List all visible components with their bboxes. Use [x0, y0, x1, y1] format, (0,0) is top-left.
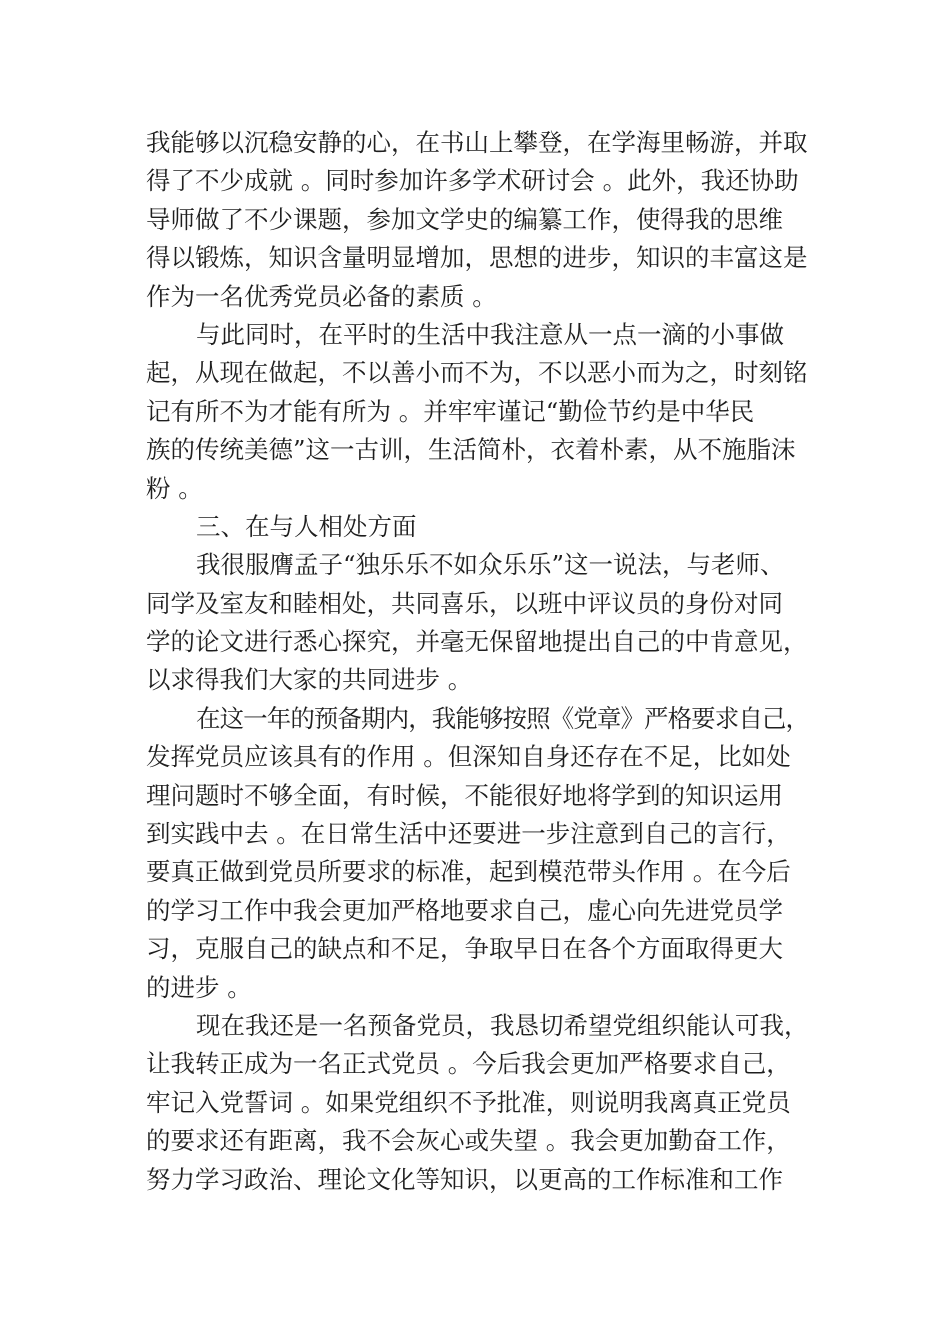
paragraph-p5: [146, 700, 810, 1007]
text-line: 作为一名优秀党员必备的素质 。: [146, 281, 497, 311]
text-line: 得了不少成就 。同时参加许多学术研讨会 。此外，我还协助: [146, 166, 799, 196]
paragraph-p4: [146, 546, 810, 700]
text-line: 以求得我们大家的共同进步 。: [146, 665, 473, 695]
text-line: 在这一年的预备期内，我能够按照《党章》严格要求自己，: [196, 703, 810, 733]
text-line: 粉 。: [146, 473, 203, 503]
text-line: 习，克服自己的缺点和不足，争取早日在各个方面取得更大: [146, 934, 783, 964]
text-line: 我能够以沉稳安静的心，在书山上攀登，在学海里畅游，并取: [146, 128, 808, 157]
text-line: 牢记入党誓词 。如果党组织不予批准，则说明我离真正党员: [146, 1087, 791, 1117]
text-line: 现在我还是一名预备党员，我恳切希望党组织能认可我，: [196, 1010, 809, 1040]
text-line: 三、在与人相处方面: [196, 511, 417, 541]
text-line: 我很服膺孟子“独乐乐不如众乐乐”这一说法，与老师、: [196, 550, 785, 580]
text-line: 的学习工作中我会更加严格地要求自己，虚心向先进党员学: [146, 895, 783, 925]
text-line: 得以锻炼，知识含量明显增加，思想的进步，知识的丰富这是: [146, 243, 808, 273]
paragraph-p1: [146, 124, 810, 316]
text-line: 发挥党员应该具有的作用 。但深知自身还存在不足，比如处: [146, 742, 791, 772]
document-body: [146, 124, 810, 1199]
text-line: 学的论文进行悉心探究，并毫无保留地提出自己的中肯意见，: [146, 627, 808, 657]
text-line: 记有所不为才能有所为 。并牢牢谨记“勤俭节约是中华民: [146, 396, 755, 426]
text-line: 起，从现在做起，不以善小而不为，不以恶小而为之，时刻铭: [146, 358, 808, 388]
text-line: 的要求还有距离，我不会灰心或失望 。我会更加勤奋工作，: [146, 1126, 791, 1156]
text-line: 族的传统美德”这一古训，生活简朴，衣着朴素，从不施脂沫: [146, 435, 796, 465]
text-line: 同学及室友和睦相处，共同喜乐，以班中评议员的身份对同: [146, 588, 783, 618]
text-line: 要真正做到党员所要求的标准，起到模范带头作用 。在今后: [146, 857, 791, 887]
text-line: 导师做了不少课题，参加文学史的编纂工作，使得我的思维: [146, 204, 783, 234]
text-line: 的进步 。: [146, 972, 252, 1002]
text-line: 理问题时不够全面，有时候，不能很好地将学到的知识运用: [146, 780, 783, 810]
paragraph-p3: [146, 508, 810, 546]
text-line: 让我转正成为一名正式党员 。今后我会更加严格要求自己，: [146, 1049, 791, 1079]
text-line: 努力学习政治、理论文化等知识，以更高的工作标准和工作: [146, 1164, 783, 1194]
paragraph-p6: [146, 1007, 810, 1199]
text-line: 与此同时，在平时的生活中我注意从一点一滴的小事做: [196, 319, 784, 349]
paragraph-p2: [146, 316, 810, 508]
text-line: 到实践中去 。在日常生活中还要进一步注意到自己的言行，: [146, 819, 791, 849]
